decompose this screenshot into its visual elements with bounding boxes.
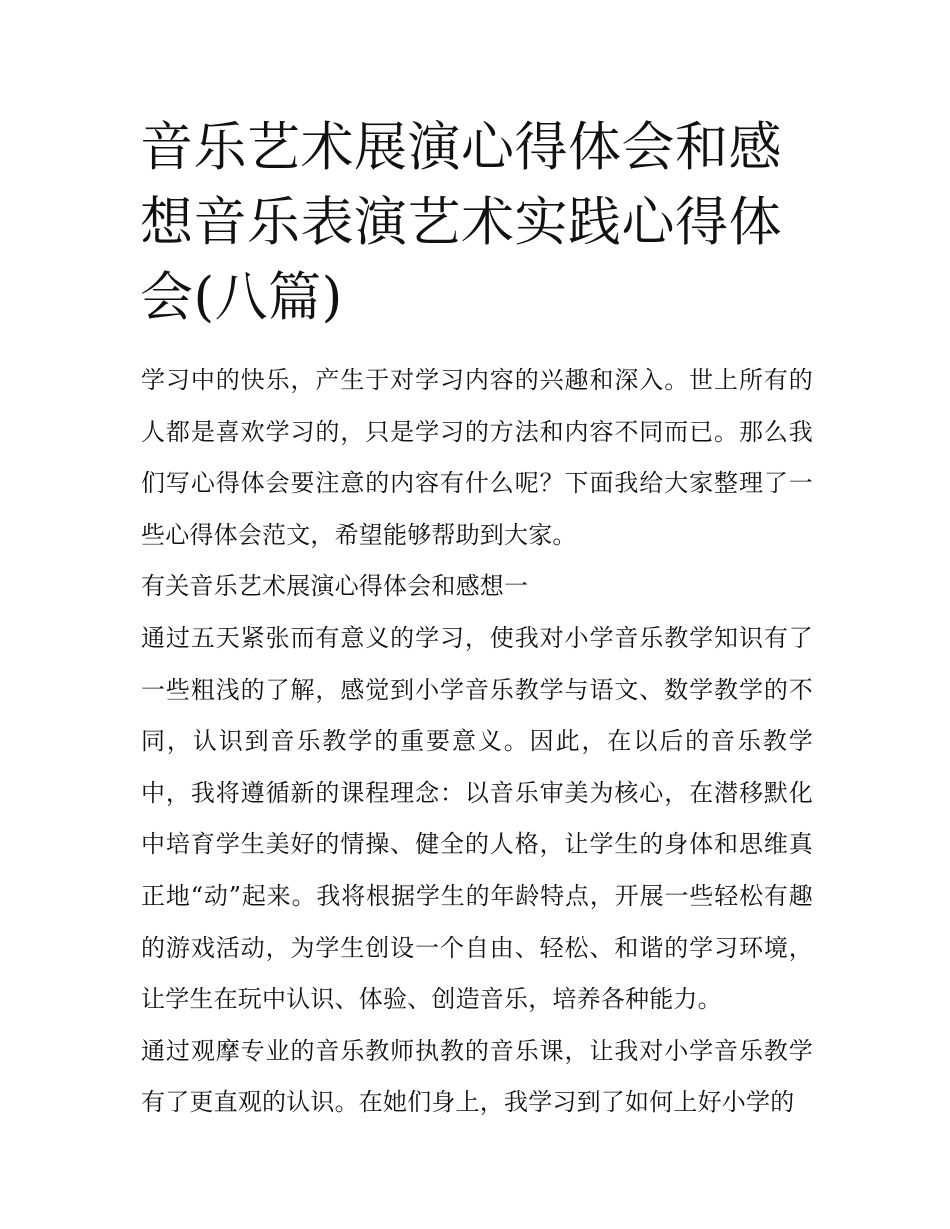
section-heading: 有关音乐艺术展演心得体会和感想一	[141, 572, 529, 601]
document-body	[141, 355, 813, 1129]
body-paragraph: 通过五天紧张而有意义的学习，使我对小学音乐教学知识有了一些粗浅的了解，感觉到小学音乐教学与语文、数学教学的不同，认识到音乐教学的重要意义。因此，在以后的音乐教学中，我将遵循新的课程理念：以音乐审美为核心，在潜移默化中培育学生美好的情操、健全的人格，让学生的身体和思维真正地“动”起来。我将根据学生的年龄特点，开展一些轻松有趣的游戏活动，为学生创设一个自由、轻松、和谐的学习环境，让学生在玩中认识、体验、创造音乐，培养各种能力。	[141, 623, 813, 1014]
intro-paragraph: 学习中的快乐，产生于对学习内容的兴趣和深入。世上所有的人都是喜欢学习的，只是学习的方法和内容不同而已。那么我们写心得体会要注意的内容有什么呢？下面我给大家整理了一些心得体会范文，希望能够帮助到大家。	[141, 366, 813, 549]
body-paragraph: 通过观摩专业的音乐教师执教的音乐课，让我对小学音乐教学有了更直观的认识。在她们身上，我学习到了如何上好小学的	[141, 1036, 813, 1117]
document-title: 音乐艺术展演心得体会和感想音乐表演艺术实践心得体会(八篇)	[140, 117, 782, 328]
